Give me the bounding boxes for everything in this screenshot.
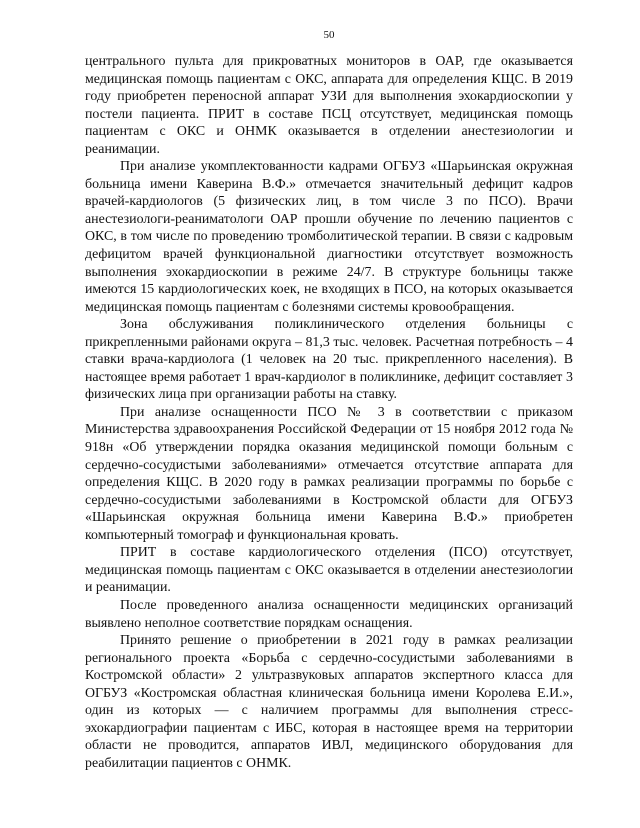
paragraph: центрального пульта для прикроватных мониторов в ОАР, где оказывается медицинская помощь пациентам с ОКС, аппарата для определения КЩС. В 2019 году приобретен переносной аппарат УЗИ для выполнения эхокардиоскопии у постели пациента. ПРИТ в составе ПСЦ отсутствует, медицинская помощь пациентам с ОКС и ОНМК оказывается в отделении анестезиологии и реанимации. [85,54,573,157]
page-number: 50 [323,29,335,41]
paragraph: Зона обслуживания поликлинического отделения больницы с прикрепленными районами округа – 81,3 тыс. человек. Расчетная потребность – 4 ставки врача-кардиолога (1 человек на 20 тыс. прикрепленного населения). В настоящее время работает 1 врач-кардиолог в поликлинике, дефицит составляет 3 физических лица при организации работы на ставку. [85,317,573,403]
paragraph: Принято решение о приобретении в 2021 году в рамках реализации регионального проекта «Борьба с сердечно-сосудистыми заболеваниями в Костромской области» 2 ультразвуковых аппаратов экспертного класса для ОГБУЗ «Костромская областная клиническая больница имени Королева Е.И.», один из которых — с наличием программы для выполнения стресс-эхокардиографии пациентам с ИБС, которая в настоящее время на территории области не проводится, аппаратов ИВЛ, медицинского оборудования для реабилитации пациентов с ОНМК. [85,633,573,771]
paragraph: При анализе укомплектованности кадрами ОГБУЗ «Шарьинская окружная больница имени Каверина В.Ф.» отмечается значительный дефицит кадров врачей-кардиологов (5 физических лиц, в том числе 3 по ПСО). Врачи анестезиологи-реаниматологи ОАР прошли обучение по лечению пациентов с ОКС, в том числе по проведению тромболитической терапии. В связи с кадровым дефицитом врачей функциональной диагностики отсутствует возможность выполнения эхокардиоскопии в режиме 24/7. В структуре больницы также имеются 15 кардиологических коек, не входящих в ПСО, на которых оказывается медицинская помощь пациентам с болезнями системы кровообращения. [85,159,573,315]
paragraph: После проведенного анализа оснащенности медицинских организаций выявлено неполное соответствие порядкам оснащения. [85,597,573,631]
paragraph: При анализе оснащенности ПСО № 3 в соответствии с приказом Министерства здравоохранения Российской Федерации от 15 ноября 2012 года № 918н «Об утверждении порядка оказания медицинской помощи больным с сердечно-сосудистыми заболеваниями» отмечается отсутствие аппарата для определения КЩС. В 2020 году в рамках реализации программы по борьбе с сердечно-сосудистыми заболеваниями в Костромской области для ОГБУЗ «Шарьинская окружная больница имени Каверина В.Ф.» приобретен компьютерный томограф и функциональная кровать. [85,404,573,543]
paragraph: ПРИТ в составе кардиологического отделения (ПСО) отсутствует, медицинская помощь пациентам с ОКС оказывается в отделении анестезиологии и реанимации. [85,545,573,596]
